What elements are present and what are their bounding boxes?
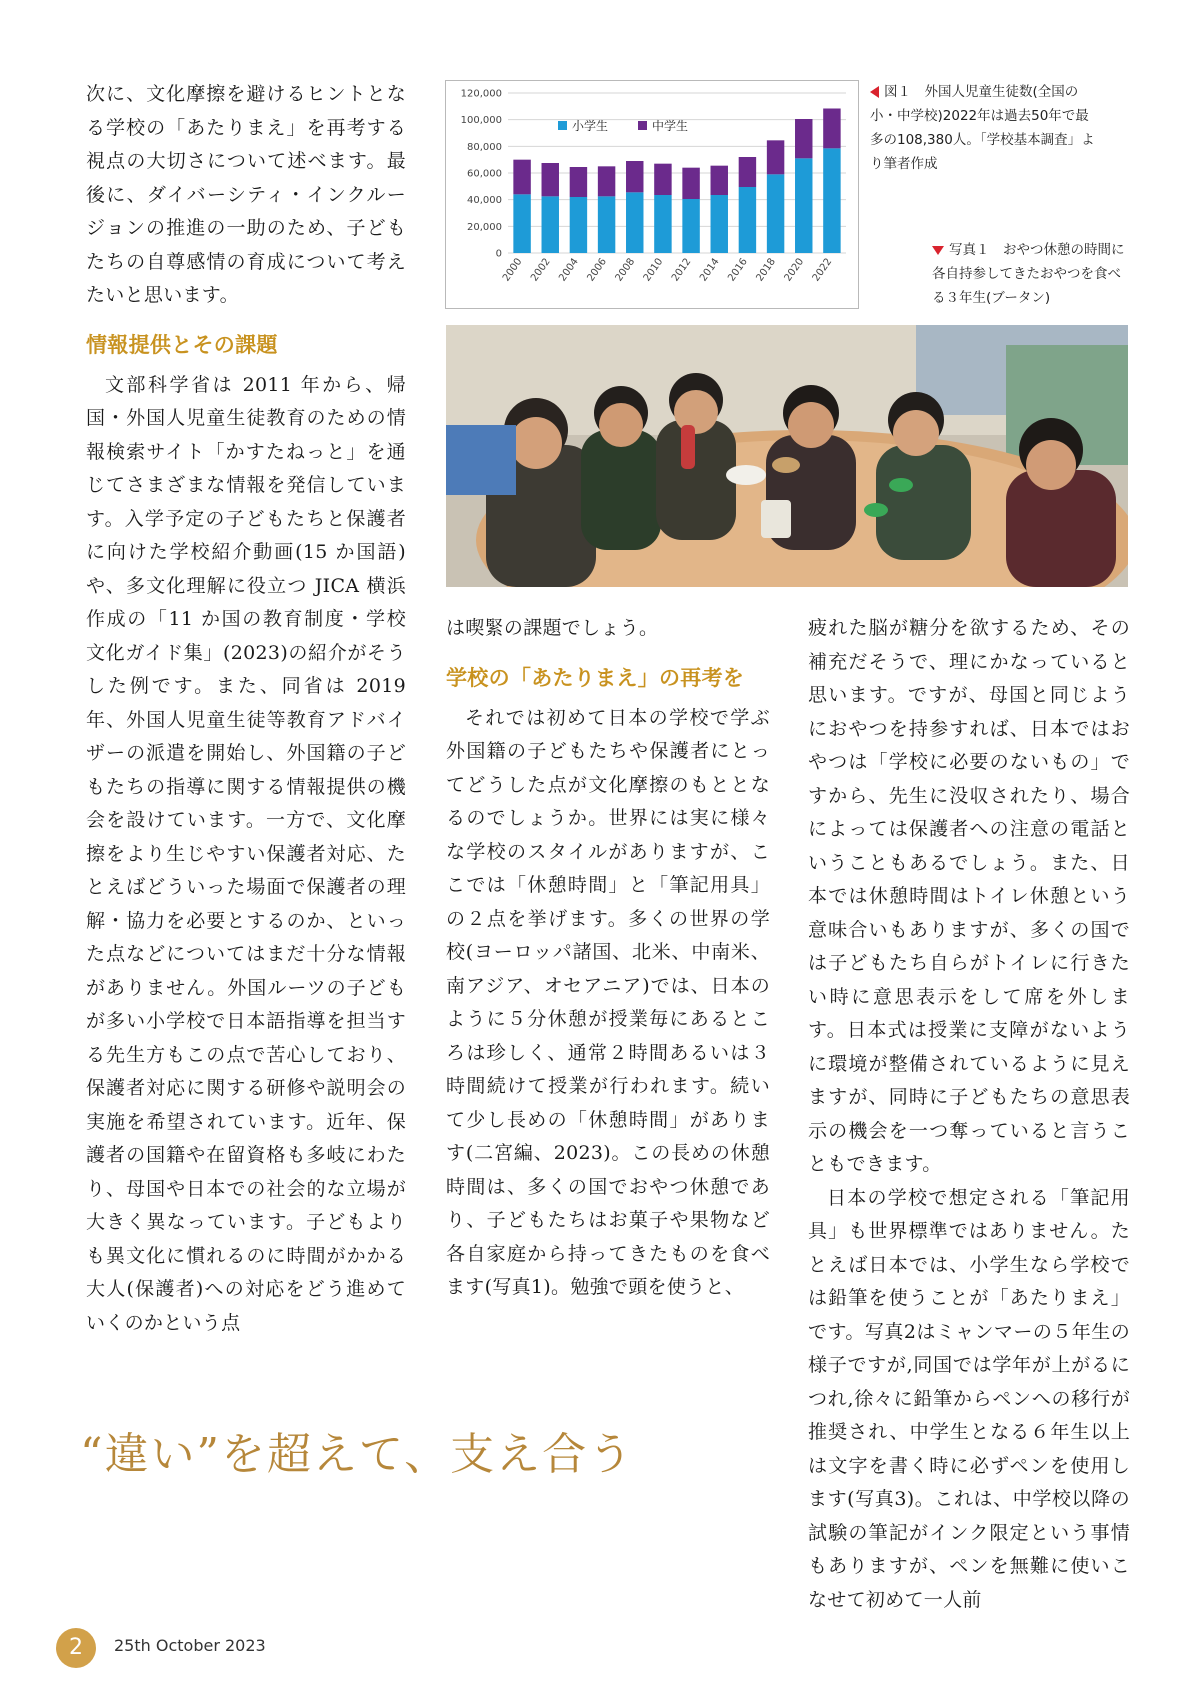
x-tick-label: 2006: [585, 256, 610, 284]
column-2: [446, 612, 770, 1305]
photo1-caption-text: 写真１ おやつ休憩の時間に各自持参してきたおやつを食べる３年生(ブータン): [932, 242, 1125, 306]
bar-elementary-2020: [795, 158, 812, 253]
bar-junior-2020: [795, 119, 812, 158]
arrow-left-icon: [870, 86, 879, 98]
y-tick-label: 120,000: [460, 88, 502, 100]
figure1-caption: [870, 80, 1100, 176]
x-tick-label: 2020: [782, 256, 807, 284]
footer-date: 25th October 2023: [114, 1636, 266, 1655]
bar-junior-2018: [767, 140, 784, 174]
atarimae-paragraph: それでは初めて日本の学校で学ぶ外国籍の子どもたちや保護者にとってどうした点が文化摩擦のもととなるのでしょうか。世界には実に様々な学校のスタイルがありますが、ここでは「休憩時間」と「筆記用具」の２点を挙げます。多くの世界の学校(ヨーロッパ諸国、北米、中南米、南アジア、オセアニア)では、日本のように５分休憩が授業毎にあるところは珍しく、通常２時間あるいは３時間続けて授業が行われます。続いて少し長めの「休憩時間」があります(二宮編、2023)。この長めの休憩時間は、多くの国でおやつ休憩であり、子どもたちはお菓子や果物など各自家庭から持ってきたものを食べます(写真1)。勉強で頭を使うと、: [446, 706, 770, 1298]
x-tick-label: 2016: [726, 256, 750, 284]
y-tick-label: 60,000: [467, 168, 502, 180]
y-tick-label: 20,000: [467, 221, 502, 233]
bar-junior-2014: [711, 166, 728, 195]
bar-elementary-2014: [711, 195, 728, 253]
y-tick-label: 0: [495, 248, 502, 260]
x-tick-label: 2002: [529, 256, 553, 284]
bar-junior-2010: [654, 164, 671, 195]
bar-elementary-2022: [823, 148, 840, 253]
intro-paragraph: 次に、文化摩擦を避けるヒントとなる学校の「あたりまえ」を再考する視点の大切さについて述べます。最後に、ダイバーシティ・インクルージョンの推進の一助のため、子どもたちの自尊感情の育成について考えたいと思います。: [86, 83, 406, 306]
figure1-caption-text: 図１ 外国人児童生徒数(全国の小・中学校)2022年は過去50年で最多の108,380人。「学校基本調査」より筆者作成: [870, 84, 1095, 172]
photo1-caption: [932, 238, 1132, 310]
col3-paragraph-2: 日本の学校で想定される「筆記用具」も世界標準ではありません。たとえば日本では、小学生なら学校では鉛筆を使うことが「あたりまえ」です。写真2はミャンマーの５年生の様子ですが,同国では学年が上がるにつれ,徐々に鉛筆からペンへの移行が推奨され、中学生となる６年生以上は文字を書く時に必ずペンを使用します(写真3)。これは、中学校以降の試験の筆記がインク限定という事情もありますが、ペンを無難に使いこなせて初めて一人前: [808, 1186, 1130, 1611]
col2-continuation: は喫緊の課題でしょう。: [446, 617, 659, 639]
col3-paragraph-1: 疲れた脳が糖分を欲するため、その補充だそうで、理にかなっていると思います。ですが、母国と同じようにおやつを持参すれば、日本ではおやつは「学校に必要のないもの」ですから、先生に没収されたり、場合によっては保護者への注意の電話ということもあるでしょう。また、日本では休憩時間はトイレ休憩という意味合いもありますが、多くの国では子どもたち自らがトイレに行きたい時に意思表示をして席を外します。日本式は授業に支障がないように環境が整備されているように見えますが、同時に子どもたちの意思表示の機会を一つ奪っていると言うこともできます。: [808, 617, 1130, 1175]
bar-elementary-2006: [598, 196, 615, 253]
section-heading-info: 情報提供とその課題: [86, 332, 278, 357]
arrow-down-icon: [932, 246, 944, 255]
legend-label-junior: 中学生: [652, 119, 689, 133]
photo1-image: [446, 325, 1128, 587]
bar-junior-2000: [513, 160, 530, 195]
bar-elementary-2016: [739, 187, 756, 253]
x-tick-label: 2000: [500, 256, 525, 284]
children-snack-photo: [446, 325, 1128, 587]
bar-junior-2012: [682, 168, 699, 199]
figure1-chart: [445, 80, 859, 309]
bar-junior-2016: [739, 157, 756, 187]
x-tick-label: 2004: [557, 256, 581, 284]
legend-swatch-junior: [638, 121, 647, 130]
info-paragraph: 文部科学省は 2011 年から、帰国・外国人児童生徒教育のための情報検索サイト「かすたねっと」を通じてさまざまな情報を発信しています。入学予定の子どもたちと保護者に向けた学校紹介動画(15 か国語)や、多文化理解に役立つ JICA 横浜作成の「11 か国の教育制度・学校文化ガイド集」(2023)の紹介がそうした例です。また、同省は 2019 年、外国人児童生徒等教育アドバイザーの派遣を開始し、外国籍の子どもたちの指導に関する情報提供の機会を設けています。一方で、文化摩擦をより生じやすい保護者対応、たとえばどういった場面で保護者の理解・協力を必要とするのか、といった点などについてはまだ十分な情報がありません。外国ルーツの子どもが多い小学校で日本語指導を担当する先生方もこの点で苦心しており、保護者対応に関する研修や説明会の実施を希望されています。近年、保護者の国籍や在留資格も多岐にわたり、母国や日本での社会的な立場が大きく異なっています。子どもよりも異文化に慣れるのに時間がかかる大人(保護者)への対応をどう進めていくのかという点: [86, 373, 406, 1334]
column-1: [86, 78, 406, 1340]
bar-elementary-2004: [570, 197, 587, 253]
bar-elementary-2010: [654, 195, 671, 253]
bar-junior-2008: [626, 161, 643, 192]
section-heading-atarimae: 学校の「あたりまえ」の再考を: [446, 665, 745, 690]
x-tick-label: 2010: [641, 256, 666, 284]
x-tick-label: 2022: [810, 256, 835, 284]
pull-quote: “違い”を超えて、支え合う: [80, 1429, 635, 1480]
bar-elementary-2018: [767, 174, 784, 253]
x-tick-label: 2012: [669, 256, 694, 284]
bar-elementary-2000: [513, 194, 530, 253]
chart-svg: [446, 81, 858, 308]
y-tick-label: 80,000: [467, 141, 502, 153]
x-tick-label: 2014: [698, 256, 722, 284]
x-tick-label: 2018: [754, 256, 779, 284]
y-tick-label: 40,000: [467, 195, 502, 207]
bar-junior-2004: [570, 167, 587, 197]
bar-elementary-2012: [682, 199, 699, 253]
column-3: [808, 612, 1130, 1617]
bar-junior-2002: [542, 163, 559, 196]
bar-elementary-2002: [542, 196, 559, 253]
legend-swatch-elementary: [558, 121, 567, 130]
legend-label-elementary: 小学生: [572, 119, 609, 133]
x-tick-label: 2008: [613, 256, 638, 284]
bar-junior-2022: [823, 108, 840, 148]
y-tick-label: 100,000: [460, 115, 502, 127]
bar-junior-2006: [598, 166, 615, 196]
bar-elementary-2008: [626, 192, 643, 253]
page-number: 2: [56, 1628, 96, 1668]
